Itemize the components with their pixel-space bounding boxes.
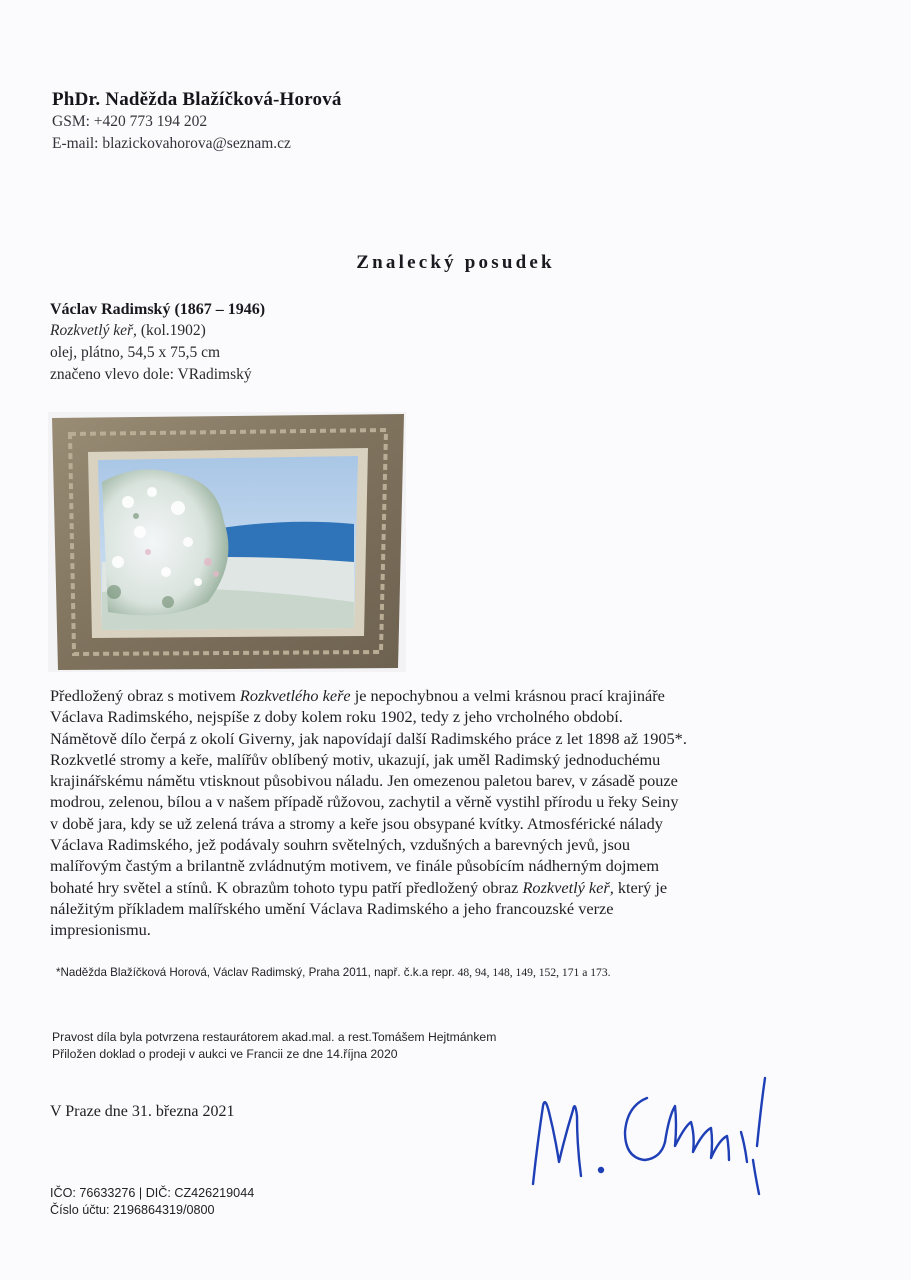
text-segment: bohaté hry světel a stínů. K obrazům tohoto typu patří předložený obraz [50, 877, 523, 897]
assessment-text [50, 685, 762, 941]
text-segment: který je [613, 877, 668, 897]
bank-account: Číslo účtu: 2196864319/0800 [50, 1203, 215, 1217]
text-italic: Rozkvetlého keře [239, 686, 351, 705]
attachment-note: Přiložen doklad o prodeji v aukci ve Francii ze dne 14.října 2020 [52, 1047, 398, 1061]
footnote [56, 966, 611, 979]
text-segment: je nepochybnou a velmi krásnou prací krajináře [350, 686, 665, 705]
text-line: náležitým příkladem malířského umění Václava Radimského a jeho francouzské verze [50, 898, 614, 918]
author-name: PhDr. Naděžda Blažíčková-Horová [52, 89, 342, 110]
text-line: Rozkvetlé stromy a keře, malířův oblíbený motiv, ukazují, jak uměl Radimský jednoduchému [50, 749, 661, 769]
artwork-title: Rozkvetlý keř, [50, 322, 137, 339]
author-email: E-mail: blazickovahorova@seznam.cz [52, 135, 291, 152]
artwork-signature-note: značeno vlevo dole: VRadimský [50, 366, 252, 383]
document-title: Znalecký posudek [356, 252, 555, 273]
author-phone: GSM: +420 773 194 202 [52, 113, 208, 130]
authenticity-note: Pravost díla byla potvrzena restaurátorem akad.mal. a rest.Tomášem Hejtmánkem [52, 1030, 497, 1044]
artwork-medium: olej, plátno, 54,5 x 75,5 cm [50, 344, 221, 361]
text-segment: Předložený obraz s motivem [50, 686, 240, 705]
text-line: krajinářskému námětu vtisknout působivou náladu. Jen omezenou paletou barev, v zásadě pouze [50, 771, 678, 791]
artwork-title-line [50, 322, 206, 340]
text-line: v době jara, kdy se už zelená tráva a stromy a keře jsou obsypané kvítky. Atmosférické nálady [50, 813, 663, 833]
text-italic: Rozkvetlý keř, [522, 877, 614, 897]
text-line: malířovým častým a brilantně zvládnutým motivem, ve finále působícím nádherným dojmem [50, 856, 660, 876]
footnote-numbers: 48, 94, 148, 149, 152, 171 a 173. [454, 966, 611, 979]
painting-blossom-bush [102, 470, 228, 616]
text-line [50, 685, 762, 706]
footnote-reference: *Naděžda Blažíčková Horová, Václav Radimský, Praha 2011, např. č.k.a repr. [56, 966, 455, 979]
text-line: modrou, zelenou, bílou a v našem případě růžovou, zachytil a věrně vystihl přírodu u řeky Seiny [50, 792, 679, 812]
text-line: impresionismu. [50, 920, 151, 940]
artist-name: Václav Radimský (1867 – 1946) [50, 301, 266, 318]
text-line: Václava Radimského, nejspíše z doby kolem roku 1902, tedy z jeho vrcholného období. [50, 707, 623, 727]
handwritten-signature [515, 1066, 790, 1206]
text-line [50, 877, 762, 898]
company-ids: IČO: 76633276 | DIČ: CZ426219044 [50, 1186, 255, 1200]
text-line: Václava Radimského, jež podávaly souhrn světelných, vzdušných a barevných jevů, jsou [50, 835, 631, 855]
artwork-date: (kol.1902) [136, 322, 206, 339]
painting-photo [48, 412, 406, 672]
text-line: Námětově dílo čerpá z okolí Giverny, jak napovídají další Radimského práce z let 1898 až 1905*. [50, 728, 687, 748]
place-date: V Praze dne 31. března 2021 [50, 1103, 235, 1120]
